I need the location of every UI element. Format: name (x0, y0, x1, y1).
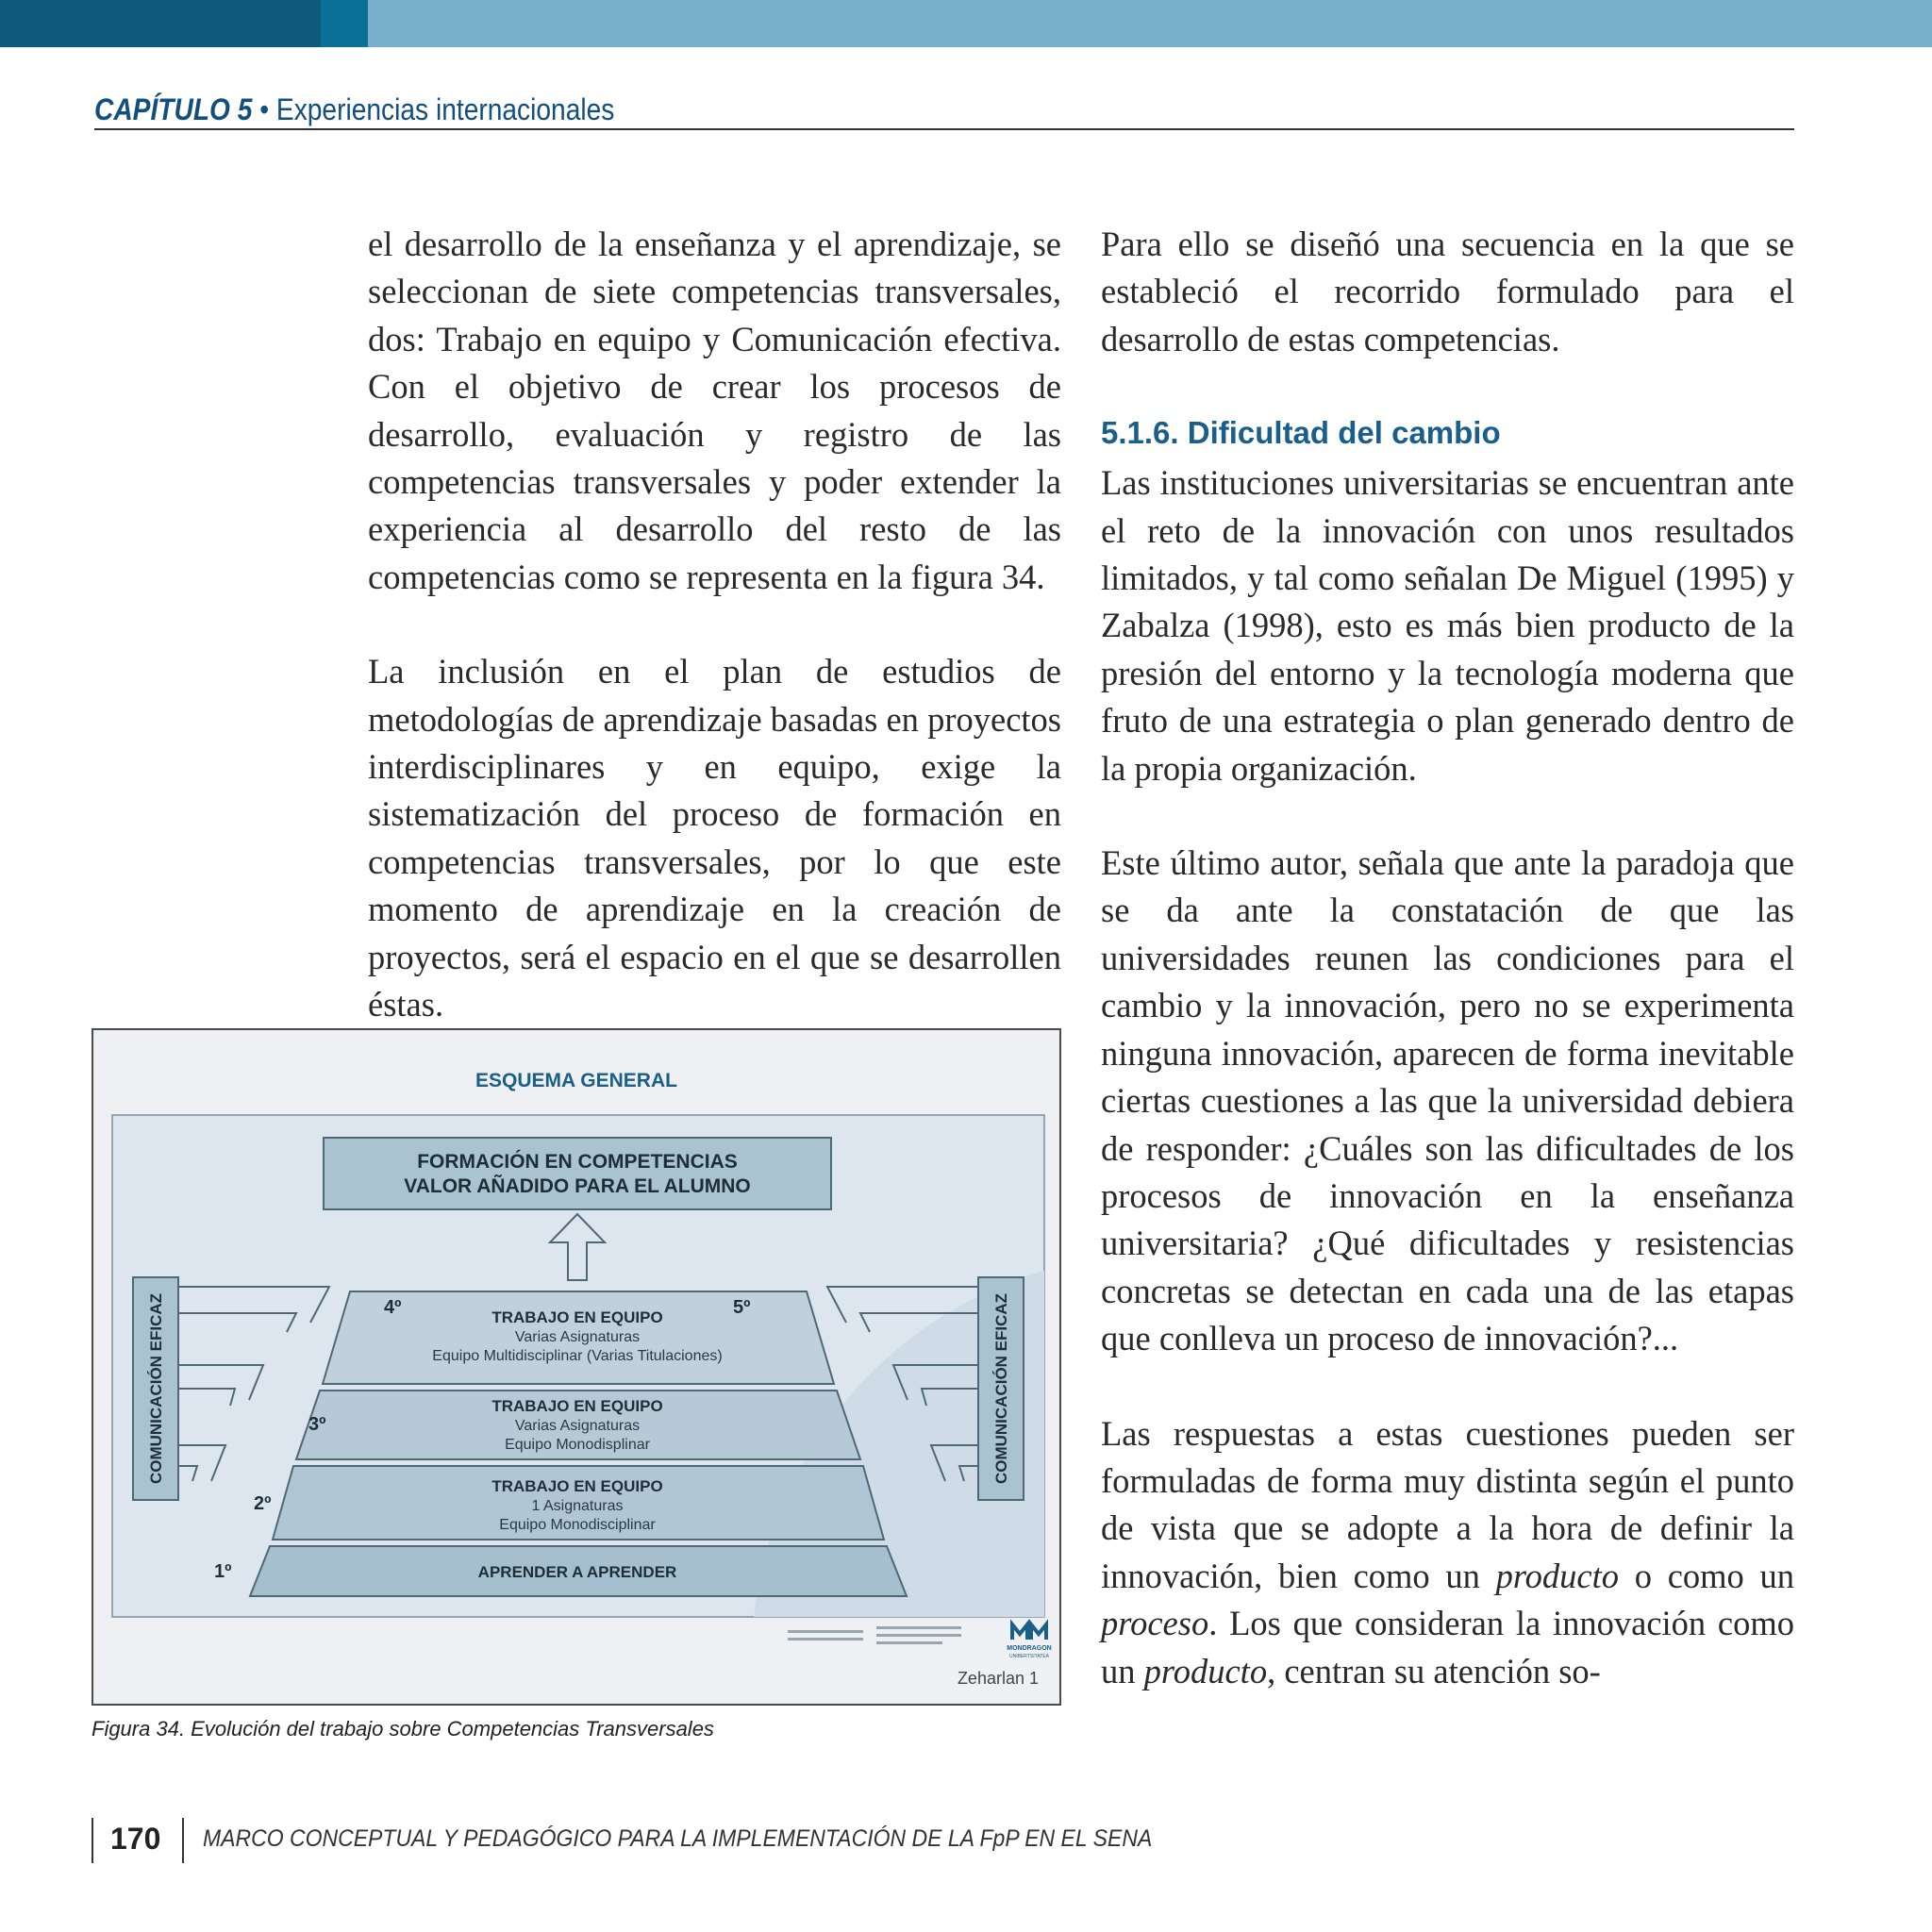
source-tag: Zeharlan 1 (957, 1669, 1039, 1688)
level-4-heading: TRABAJO EN EQUIPO (491, 1308, 663, 1326)
footer-divider (182, 1818, 184, 1863)
ordinal-3: 3º (308, 1414, 326, 1435)
logo-text-lines (876, 1626, 961, 1629)
logo-brand: MONDRAGON (1007, 1645, 1052, 1652)
chapter-header (94, 91, 1794, 130)
level-2-heading: TRABAJO EN EQUIPO (491, 1477, 663, 1495)
chapter-bullet: • (259, 92, 270, 126)
top-box (324, 1138, 831, 1209)
logo-text-lines (788, 1630, 863, 1633)
top-box-line2: VALOR AÑADIDO PARA EL ALUMNO (404, 1175, 751, 1197)
ordinal-2: 2º (254, 1493, 272, 1514)
right-side-label: COMUNICACIÓN EFICAZ (992, 1292, 1010, 1485)
level-3-line1: Varias Asignaturas (514, 1418, 641, 1434)
emphasis: proceso (1101, 1604, 1209, 1643)
page-footer (92, 1816, 1318, 1865)
chapter-label: CAPÍTULO 5 (94, 92, 253, 126)
left-side-label: COMUNICACIÓN EFICAZ (147, 1292, 165, 1485)
section-heading: 5.1.6. Dificultad del cambio (1101, 415, 1501, 451)
text-run: Las respuestas a estas cuestiones pueden ser formuladas de forma muy distinta según el punto de vista que se adopte a la hora de definir la innovación, bien como un (1101, 1413, 1794, 1595)
figure-title: ESQUEMA GENERAL (475, 1070, 677, 1091)
level-2-line2: Equipo Monodisciplinar (499, 1517, 656, 1533)
ordinal-4: 4º (384, 1297, 402, 1318)
paragraph: Para ello se diseñó una secuencia en la que se estableció el recorrido formulado para el desarrollo de estas competencias. (1101, 225, 1794, 358)
mondragon-logo-icon (1012, 1624, 1046, 1640)
page-number: 170 (110, 1822, 161, 1856)
chapter-heading (94, 91, 614, 128)
top-box-line1: FORMACIÓN EN COMPETENCIAS (417, 1151, 738, 1173)
figure-caption: Figura 34. Evolución del trabajo sobre Competencias Transversales (92, 1717, 714, 1740)
level-4-line1: Varias Asignaturas (514, 1329, 641, 1345)
logo-text-lines (876, 1641, 942, 1644)
level-3-line2: Equipo Monodisplinar (505, 1437, 650, 1453)
paragraph: La inclusión en el plan de estudios de metodologías de aprendizaje basadas en proyectos interdisciplinares y en equipo, exige la sistematización del proceso de formación en competencias transversales, por lo que este momento de aprendizaje en la creación de proyectos, será el espacio en el que se desarrollen éstas. (368, 652, 1061, 1024)
text-run: . Los que consideran la innovación como un (1101, 1604, 1794, 1690)
paragraph: Este último autor, señala que ante la paradoja que se da ante la constatación de que las universidades reunen las condiciones para el cambio y la innovación, pero no se experimenta ninguna innovación, aparecen de forma inevitable ciertas cuestiones a las que la universidad debiera de responder: ¿Cuáles son las dificultades de los procesos de innovación en la enseñanza universitaria? ¿Qué dificultades y resistencias concretas se detectan en cada una de las etapas que conlleva un proceso de innovación?... (1101, 843, 1794, 1358)
paragraph (1101, 1410, 1794, 1695)
text-run: , centran su atención so- (1267, 1651, 1601, 1690)
footer-divider (92, 1818, 93, 1863)
institution-logos (788, 1624, 1052, 1659)
top-bar-mid-segment (321, 0, 368, 47)
book-title: MARCO CONCEPTUAL Y PEDAGÓGICO PARA LA IMPLEMENTACIÓN DE LA FpP EN EL SENA (203, 1825, 1153, 1852)
logo-brand-sub: UNIBERTSITATEA (1009, 1654, 1049, 1659)
ordinal-5: 5º (733, 1297, 751, 1318)
logo-text-lines (788, 1638, 863, 1641)
top-color-bar (0, 0, 1932, 47)
logo-text-lines (876, 1634, 961, 1637)
left-column (368, 221, 1061, 1076)
ordinal-1: 1º (214, 1561, 232, 1582)
level-1-heading: APRENDER A APRENDER (477, 1563, 677, 1581)
figure-34 (92, 1028, 1061, 1706)
level-4-line2: Equipo Multidisciplinar (Varias Titulaciones) (432, 1348, 723, 1364)
level-3-heading: TRABAJO EN EQUIPO (491, 1397, 663, 1415)
top-bar-dark-segment (0, 0, 321, 47)
right-column (1101, 221, 1794, 1742)
emphasis: producto (1143, 1651, 1268, 1690)
chapter-title: Experiencias internacionales (275, 92, 615, 126)
level-2-line1: 1 Asignaturas (531, 1498, 624, 1514)
paragraph: el desarrollo de la enseñanza y el aprendizaje, se seleccionan de siete competencias transversales, dos: Trabajo en equipo y Comunicación efectiva. Con el objetivo de crear los procesos de desarrollo, evaluación y registro de las competencias transversales y poder extender la experiencia al desarrollo del resto de las competencias como se representa en la figura 34. (368, 225, 1061, 596)
paragraph: Las instituciones universitarias se encuentran ante el reto de la innovación con unos resultados limitados, y tal como señalan De Miguel (1995) y Zabalza (1998), esto es más bien producto de la presión del entorno y la tecnología moderna que fruto de una estrategia o plan generado dentro de la propia organización. (1101, 463, 1794, 788)
text-run: o como un (1619, 1556, 1794, 1595)
scheme-diagram (93, 1030, 1061, 1706)
emphasis: producto (1495, 1556, 1620, 1595)
